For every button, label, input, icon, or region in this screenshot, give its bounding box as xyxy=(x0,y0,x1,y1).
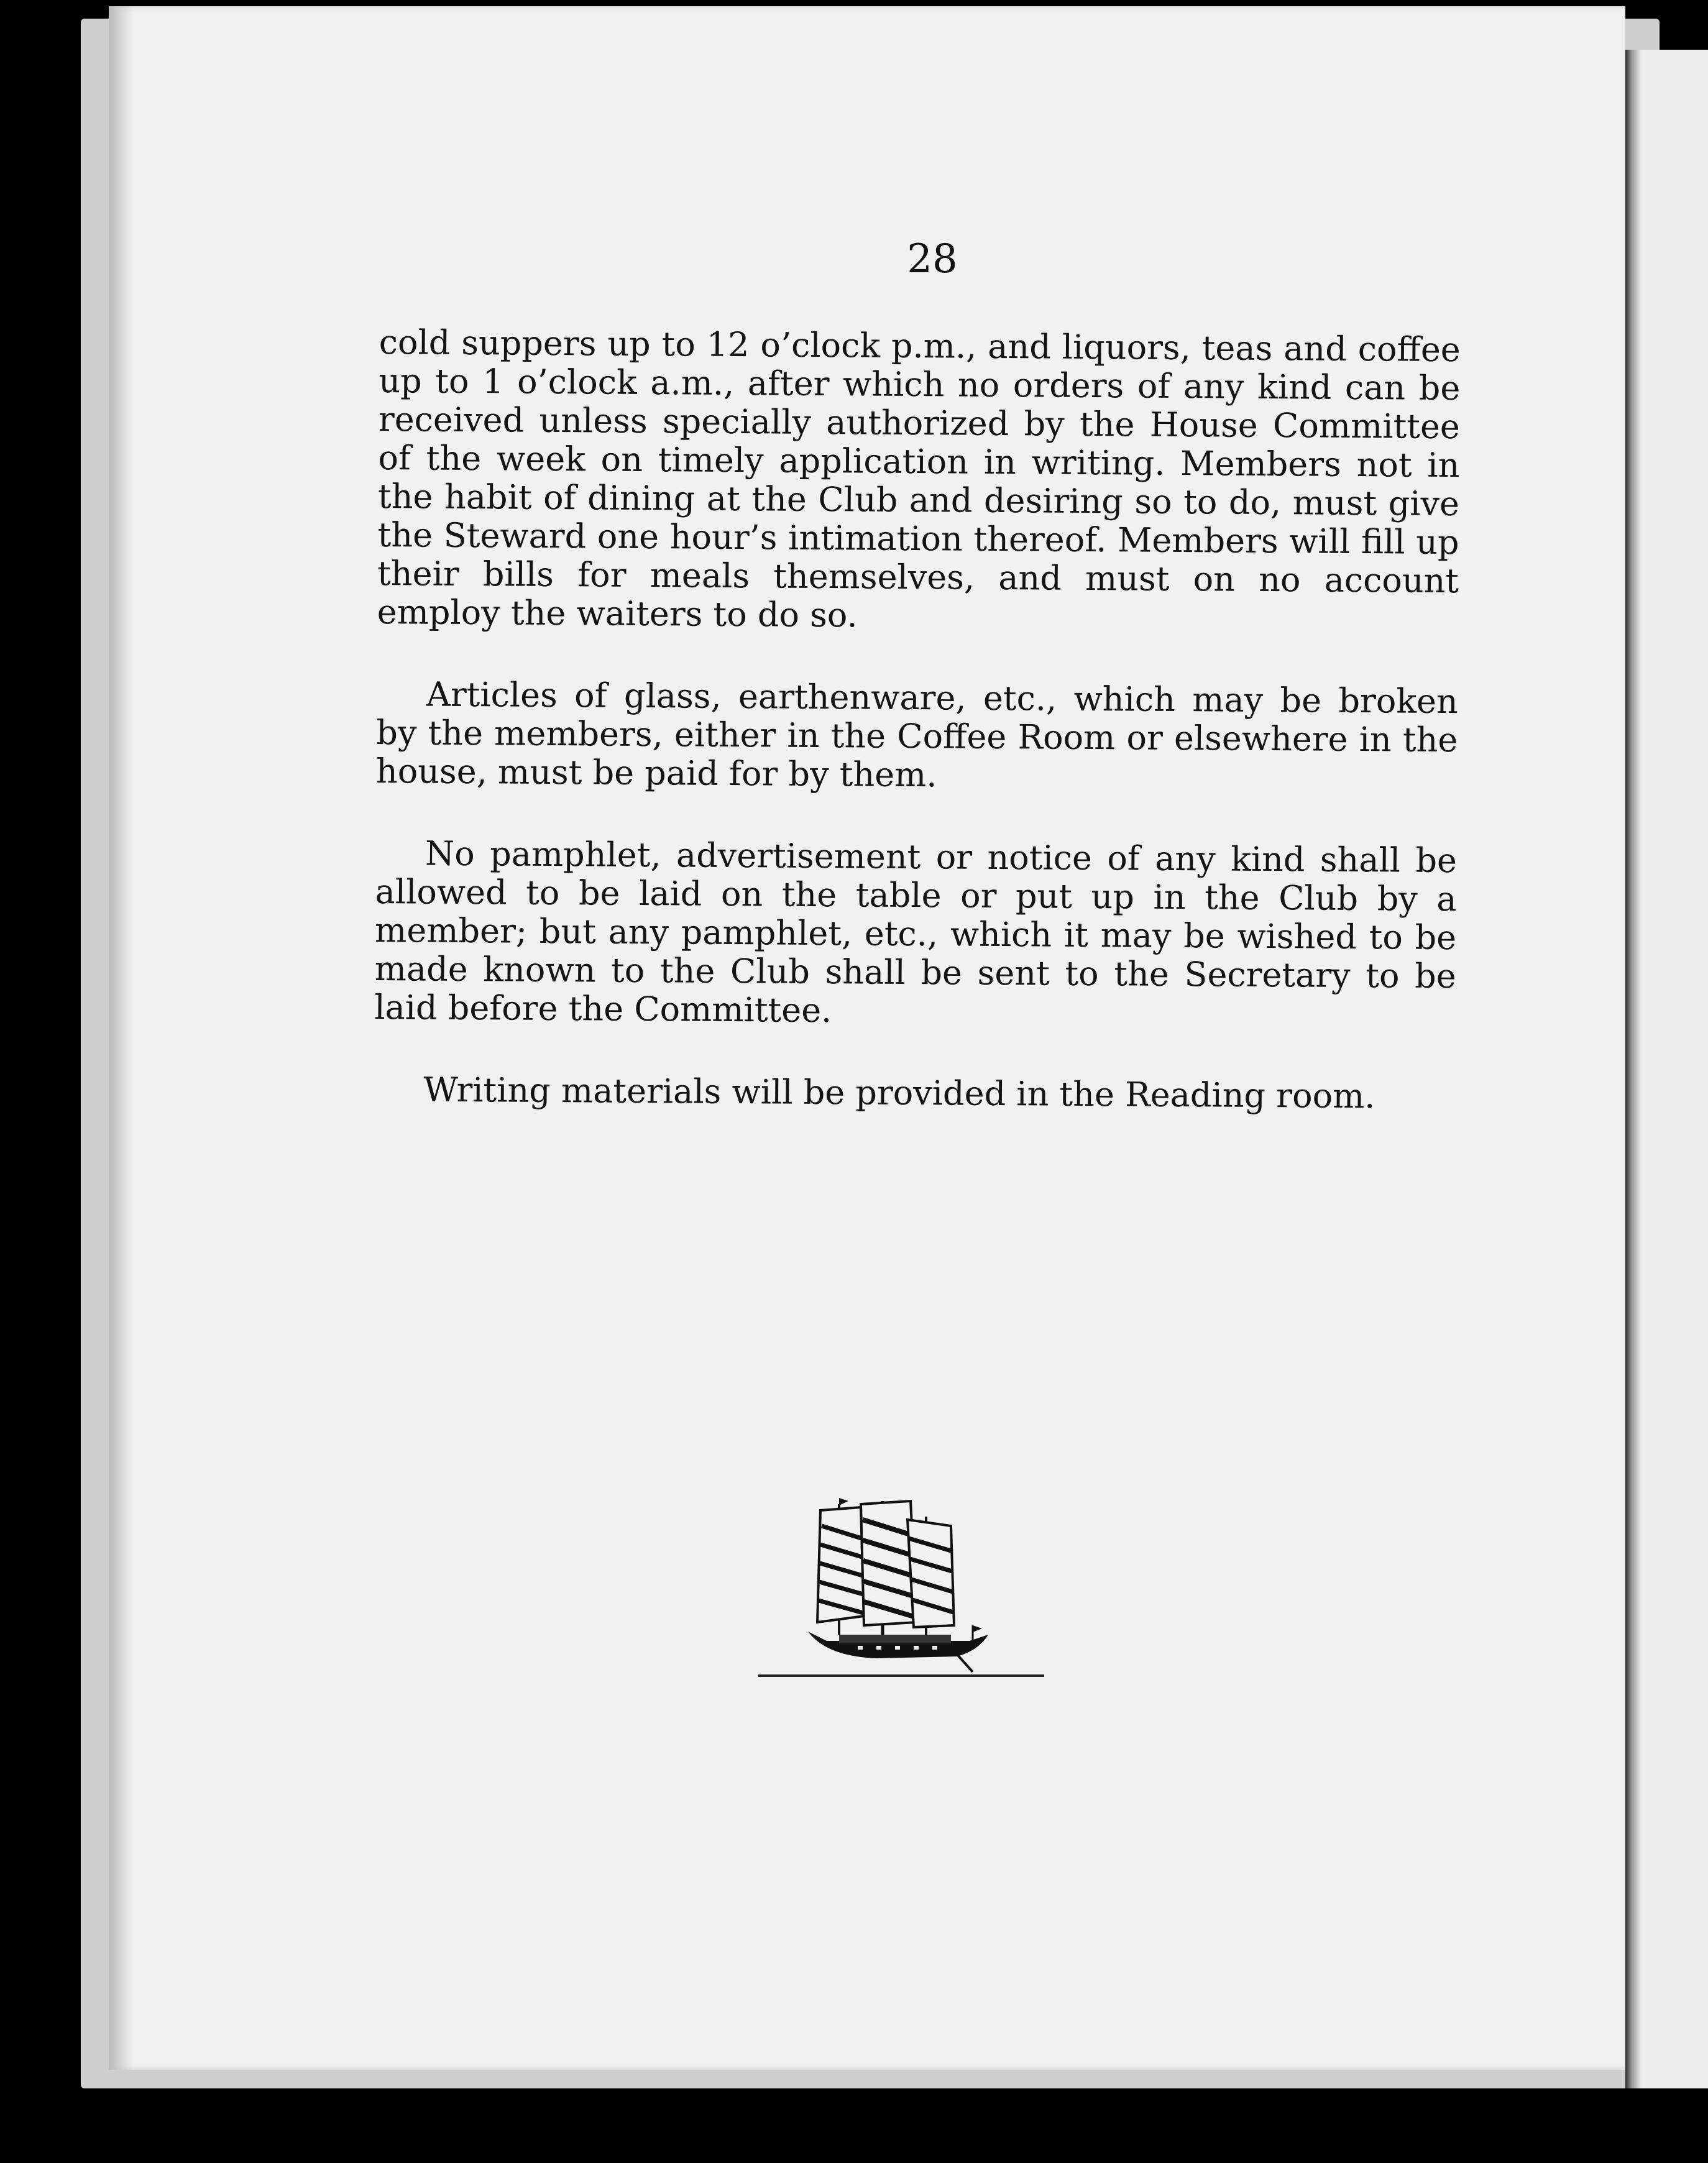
gutter-shadow xyxy=(109,6,134,2070)
paragraph-4: Writing materials will be provided in the Reading room. xyxy=(423,1070,1375,1116)
paragraph-1: cold suppers up to 12 o’clock p.m., and liquors, teas and coffee up to 1 o’clock a.m., after which no orders of any kind can be received unless specially authorized by the House Committee of the week on timely application in writing. Members not in the habit of dining at the Club and desiring so to do, must give the Steward one hour’s intimation thereof. Members will fill up their bills for meals themselves, and must on no account employ the waiters to do so. xyxy=(377,323,1461,635)
facing-gutter xyxy=(1625,50,1641,2088)
page-number: 28 xyxy=(907,236,958,282)
junk-ship-icon xyxy=(802,1492,1001,1691)
paragraph-2: Articles of glass, earthenware, etc., which may be broken by the members, either in the Coffee Room or elsewhere in the house, must be paid for by them. xyxy=(375,674,1459,795)
paragraph-3: No pamphlet, advertisement or notice of any kind shall be allowed to be laid on the table or put up in the Club by a member; but any pamphlet, etc., which it may be wished to be made known to the Club shall be sent to the Secretary to be laid before the Committee. xyxy=(374,834,1458,1031)
ornament-rule xyxy=(758,1674,1044,1677)
body-text xyxy=(374,323,1461,1160)
